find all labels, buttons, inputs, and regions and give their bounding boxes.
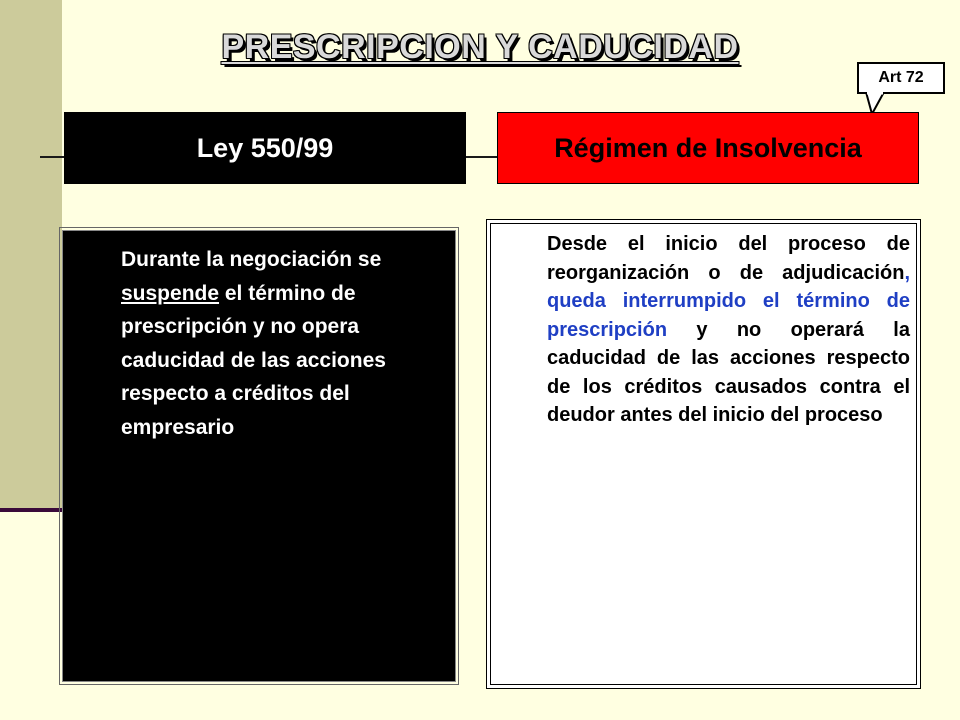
- left-text-part: Durante la negociación se: [121, 248, 382, 271]
- right-text-comma: ,: [904, 261, 910, 284]
- left-text-underlined: suspende: [121, 281, 220, 305]
- right-text-part: Desde el inicio del proceso de reorganización o de adjudicación: [547, 233, 910, 284]
- header-ley-550: [64, 112, 466, 184]
- middle-connector-line: [464, 156, 500, 158]
- right-text-blue: queda interrumpido el término de prescripción: [547, 290, 910, 341]
- left-connector-line: [40, 156, 66, 158]
- right-panel: [486, 219, 921, 689]
- left-panel: [62, 230, 456, 682]
- header-ley-550-label: Ley 550/99: [196, 132, 334, 163]
- right-panel-text: [547, 230, 910, 430]
- left-text-part: el término de prescripción y no opera caducidad de las acciones respecto a créditos del empresario: [121, 281, 386, 439]
- right-text-part: y no operará la caducidad de las acciones respecto de los créditos causados contra el deudor antes del inicio del proceso: [547, 318, 910, 426]
- left-panel-text: [121, 243, 441, 444]
- header-regimen-insolvencia-label: Régimen de Insolvencia: [554, 132, 862, 163]
- side-bar-line: [0, 508, 64, 512]
- slide-title: PRESCRIPCION Y CADUCIDAD: [221, 28, 739, 66]
- article-callout: Art 72: [857, 62, 945, 94]
- side-bar-decoration: [0, 0, 62, 510]
- header-regimen-insolvencia: [497, 112, 919, 184]
